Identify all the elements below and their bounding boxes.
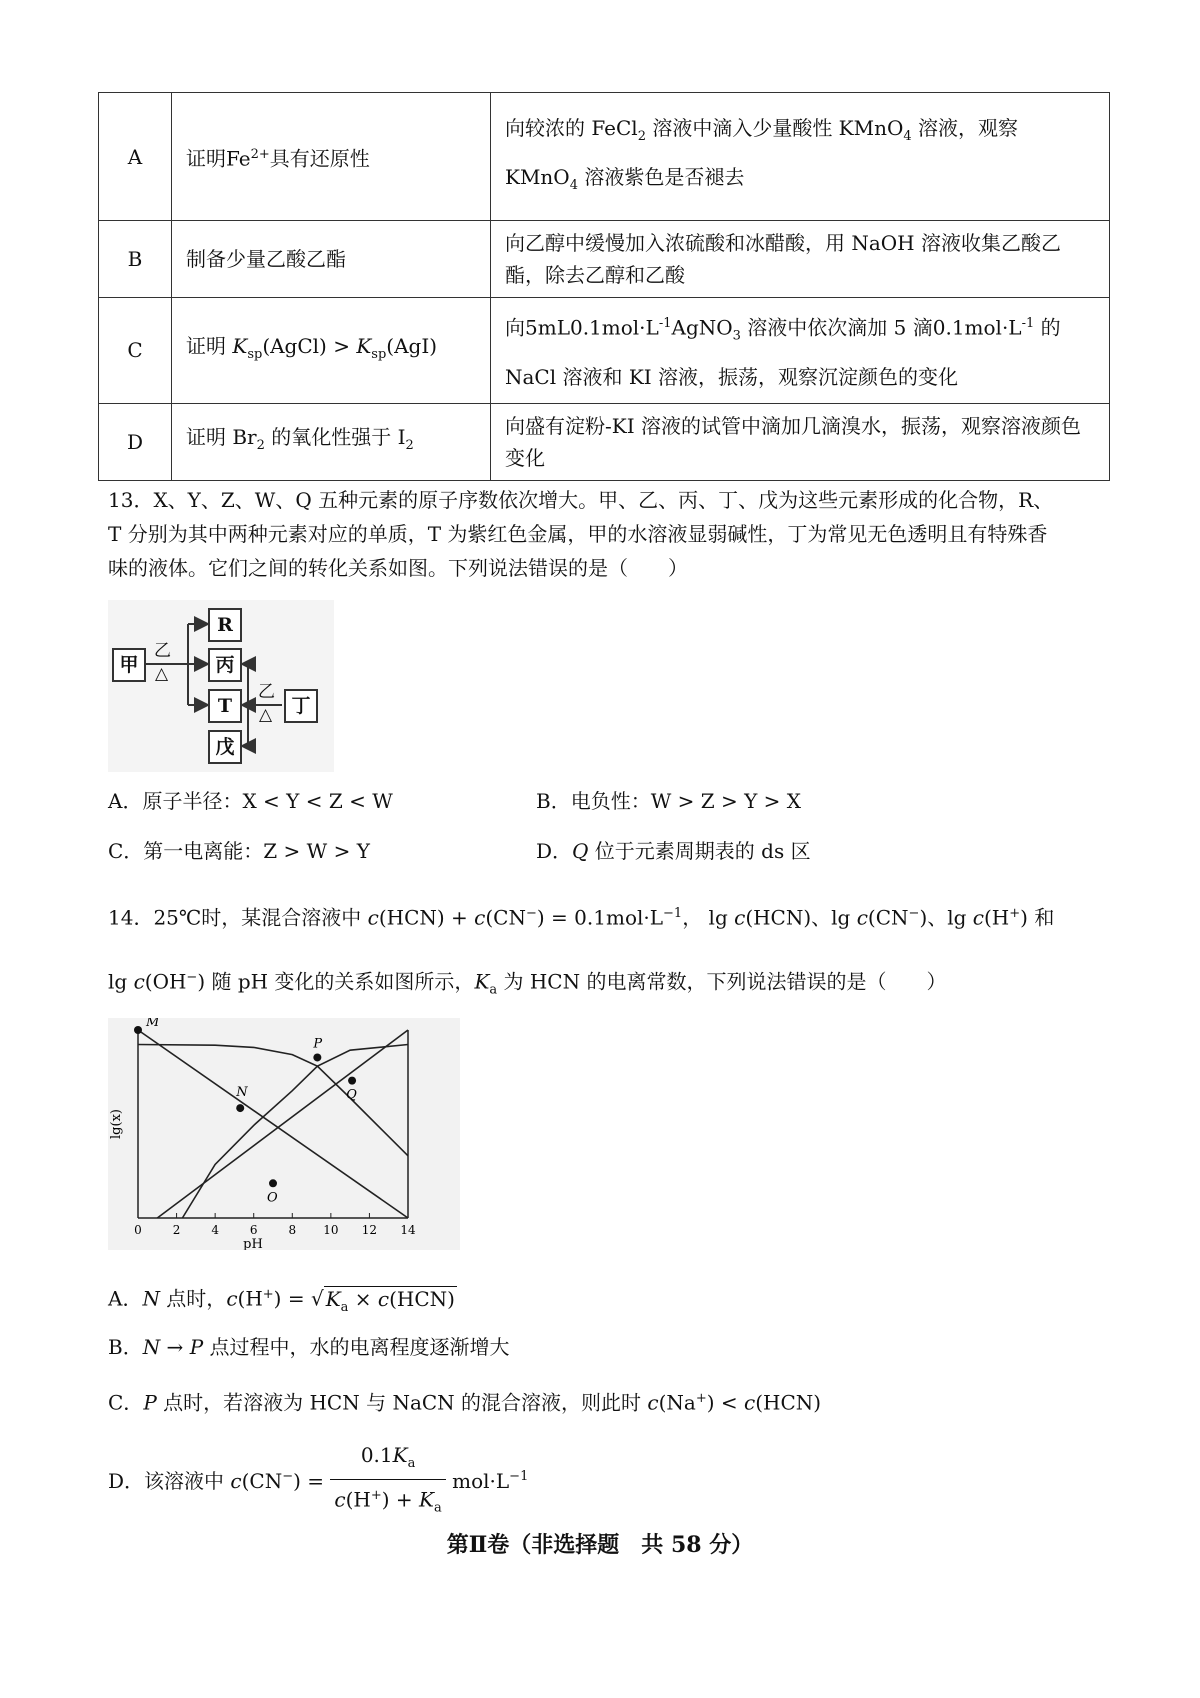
row-goal: 证明$Fe^{2+}$具有还原性 xyxy=(172,93,491,221)
box-bing: 丙 xyxy=(208,648,242,682)
x-tick-label: 10 xyxy=(323,1223,339,1237)
row-option: D xyxy=(99,403,172,480)
box-ding: 丁 xyxy=(284,689,318,723)
x-tick-label: 12 xyxy=(361,1223,378,1237)
q13-choice-d: D．Q 位于元素周期表的 ds 区 xyxy=(536,839,811,863)
q13-stem-line2: T 分别为其中两种元素对应的单质，T 为紫红色金属，甲的水溶液显弱碱性，丁为常见无色透明且有特殊香 xyxy=(108,522,1048,546)
q13-diagram xyxy=(108,600,334,772)
box-T: T xyxy=(208,689,242,723)
q14-stem-line1: 14．25℃时，某混合溶液中 $c(HCN) + c(CN^-) = 0.1mol\cdot L^{-1}$， lg c(HCN)、lg c(CN−)、lg c(H+) 和 xyxy=(108,905,1055,930)
point-label-M: M xyxy=(146,1018,160,1030)
experiment-table xyxy=(98,92,1110,481)
point-M xyxy=(134,1026,142,1034)
row-method: 向盛有淀粉-KI 溶液的试管中滴加几滴溴水，振荡，观察溶液颜色变化 xyxy=(491,403,1110,480)
row-option: C xyxy=(99,298,172,404)
q13-stem-line3: 味的液体。它们之间的转化关系如图。下列说法错误的是（ ） xyxy=(108,556,688,580)
point-label-O: O xyxy=(267,1190,278,1206)
q14-chart xyxy=(108,1018,460,1250)
x-tick-label: 4 xyxy=(211,1223,219,1237)
row-goal: 证明 $K_{sp}(AgCl) > K_{sp}(AgI)$ xyxy=(172,298,491,404)
table-row xyxy=(99,298,1110,404)
x-axis-label: pH xyxy=(243,1237,263,1250)
point-O xyxy=(269,1179,277,1187)
row-goal: 证明 $Br_2$ 的氧化性强于 $I_2$ xyxy=(172,403,491,480)
y-axis-label: lg(x) xyxy=(109,1109,124,1139)
q13-choice-c: C．第一电离能：Z > W > Y xyxy=(108,839,370,863)
point-P xyxy=(313,1053,321,1061)
q13-choice-a: A．原子半径：X < Y < Z < W xyxy=(108,789,393,813)
box-wu: 戊 xyxy=(208,730,242,764)
row-method: 向较浓的 FeCl$_2$ 溶液中滴入少量酸性 KMnO$_4$ 溶液，观察 KMnO$_4$ 溶液紫色是否褪去 xyxy=(491,93,1110,221)
q14-choice-c: C．P 点时，若溶液为 HCN 与 NaCN 的混合溶液，则此时 c(Na+) < c(HCN) xyxy=(108,1390,822,1415)
point-Q xyxy=(348,1077,356,1085)
box-jia: 甲 xyxy=(112,648,146,682)
box-R: R xyxy=(208,608,242,642)
row-method: 向乙醇中缓慢加入浓硫酸和冰醋酸，用 NaOH 溶液收集乙酸乙酯，除去乙醇和乙酸 xyxy=(491,221,1110,298)
x-tick-label: 14 xyxy=(400,1223,416,1237)
table-row xyxy=(99,221,1110,298)
table-row xyxy=(99,403,1110,480)
point-N xyxy=(236,1104,244,1112)
q13-stem-line1: 13．X、Y、Z、W、Q 五种元素的原子序数依次增大。甲、乙、丙、丁、戊为这些元素形成的化合物，R、 xyxy=(108,488,1054,512)
row-option: A xyxy=(99,93,172,221)
x-tick-label: 0 xyxy=(134,1223,142,1237)
label-delta-left: △ xyxy=(155,664,169,684)
series-line xyxy=(182,1045,408,1219)
q14-choice-d: D．该溶液中 c(CN−) = $\frac{0.1K_a}{c(H^+) + K_a}$ $mol\cdot L^{-1}$ xyxy=(108,1440,528,1525)
x-tick-label: 8 xyxy=(288,1223,297,1237)
section-title: 第Ⅱ卷（非选择题 共 58 分） xyxy=(446,1532,754,1558)
q13-choice-b: B．电负性：W > Z > Y > X xyxy=(536,789,802,813)
x-tick-label: 6 xyxy=(249,1223,258,1237)
series-line xyxy=(157,1030,408,1218)
label-yi-right: 乙 xyxy=(258,682,275,702)
label-delta-right: △ xyxy=(259,705,273,725)
row-goal: 制备少量乙酸乙酯 xyxy=(172,221,491,298)
row-option: B xyxy=(99,221,172,298)
q14-choice-b: B．N → P 点过程中，水的电离程度逐渐增大 xyxy=(108,1335,510,1359)
label-yi-left: 乙 xyxy=(154,641,171,661)
table-row xyxy=(99,93,1110,221)
q14-choice-a: A．N 点时，c(H+) = √ $K_a \times c(HCN)$ xyxy=(108,1286,455,1315)
point-label-P: P xyxy=(313,1036,323,1052)
x-tick-label: 2 xyxy=(172,1223,181,1237)
point-label-N: N xyxy=(236,1085,248,1101)
row-method: 向$5mL0.1mol\cdot L^{-1}AgNO_3$ 溶液中依次滴加 5 滴$0.1mol\cdot L^{-1}$ 的 NaCl 溶液和 KI 溶液，振荡，观察沉淀颜色的变化 xyxy=(491,298,1110,404)
point-label-Q: Q xyxy=(346,1087,357,1103)
q14-stem-line2: lg c(OH−) 随 pH 变化的关系如图所示，$K_a$ 为 HCN 的电离常数，下列说法错误的是（ ） xyxy=(108,969,947,998)
chart-svg xyxy=(108,1018,460,1250)
